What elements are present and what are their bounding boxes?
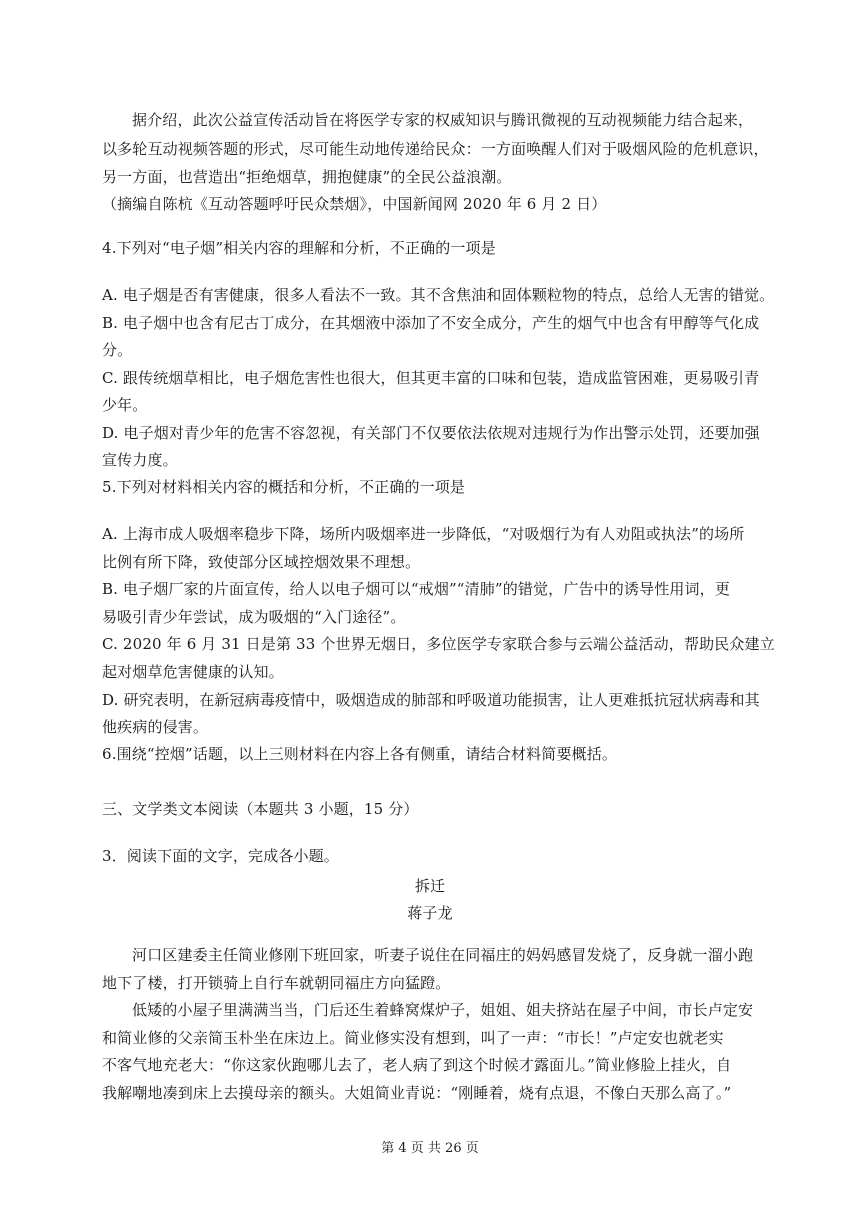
story-author: 蒋子龙 <box>407 904 453 922</box>
question-4-option-d-cont: 宣传力度。 <box>102 451 178 469</box>
story-paragraph-line: 不客气地充老大：“你这家伙跑哪儿去了，老人病了到这个时候才露面儿。”简业修脸上挂火，自 <box>102 1056 732 1074</box>
question-5-option-c-cont: 起对烟草危害健康的认知。 <box>102 663 284 681</box>
question-4-option-b: B. 电子烟中也含有尼古丁成分，在其烟液中添加了不安全成分，产生的烟气中也含有甲醇等气化成 <box>102 314 760 332</box>
page-number-footer: 第 4 页 共 26 页 <box>381 1141 479 1156</box>
question-6-stem: 6.围绕“控烟”话题，以上三则材料在内容上各有侧重，请结合材料简要概括。 <box>102 745 618 763</box>
question-4-option-d: D. 电子烟对青少年的危害不容忽视，有关部门不仅要依法依规对违规行为作出警示处罚，还要加强 <box>102 424 760 442</box>
question-5-option-a: A. 上海市成人吸烟率稳步下降，场所内吸烟率进一步降低，“对吸烟行为有人劝阻或执法”的场所 <box>102 525 745 543</box>
question-5-option-d-cont: 他疾病的侵害。 <box>102 718 209 736</box>
material-intro-line: 另一方面，也营造出“拒绝烟草，拥抱健康”的全民公益浪潮。 <box>102 168 512 186</box>
story-paragraph-line: 地下了楼，打开锁骑上自行车就朝同福庄方向猛蹬。 <box>102 974 451 992</box>
question-4-option-b-cont: 分。 <box>102 341 133 359</box>
question-5-stem: 5.下列对材料相关内容的概括和分析，不正确的一项是 <box>102 478 466 496</box>
material-intro-line: 据介绍，此次公益宣传活动旨在将医学专家的权威知识与腾讯微视的互动视频能力结合起来， <box>132 111 754 129</box>
story-paragraph-line: 我解嘲地凑到床上去摸母亲的额头。大姐简业青说：“刚睡着，烧有点退，不像白天那么高了。” <box>102 1084 732 1102</box>
material-intro-line: 以多轮互动视频答题的形式，尽可能生动地传递给民众：一方面唤醒人们对于吸烟风险的危机意识， <box>102 140 769 158</box>
question-4-option-a: A. 电子烟是否有害健康，很多人看法不一致。其不含焦油和固体颗粒物的特点，总给人无害的错觉。 <box>102 286 775 304</box>
question-5-option-d: D. 研究表明，在新冠病毒疫情中，吸烟造成的肺部和呼吸道功能损害，让人更难抵抗冠状病毒和其 <box>102 691 760 709</box>
story-paragraph-line: 河口区建委主任简业修刚下班回家，听妻子说住在同福庄的妈妈感冒发烧了，反身就一溜小跑 <box>132 946 754 964</box>
story-paragraph-line: 和简业修的父亲简玉朴坐在床边上。简业修实没有想到，叫了一声：“市长！”卢定安也就老实 <box>102 1029 724 1047</box>
question-4-option-c-cont: 少年。 <box>102 396 148 414</box>
question-4-option-c: C. 跟传统烟草相比，电子烟危害性也很大，但其更丰富的口味和包装，造成监管困难，更易吸引青 <box>102 369 760 387</box>
section-3-heading: 三、文学类文本阅读（本题共 3 小题，15 分） <box>102 800 419 818</box>
question-5-option-b: B. 电子烟厂家的片面宣传，给人以电子烟可以“戒烟”“清肺”的错觉，广告中的诱导性用词，更 <box>102 580 730 598</box>
story-paragraph-line: 低矮的小屋子里满满当当，门后还生着蜂窝煤炉子，姐姐、姐夫挤站在屋子中间，市长卢定安 <box>132 1001 754 1019</box>
question-5-option-a-cont: 比例有所下降，致使部分区域控烟效果不理想。 <box>102 553 421 571</box>
story-title: 拆迁 <box>414 877 446 895</box>
question-5-option-b-cont: 易吸引青少年尝试，成为吸烟的“入门途径”。 <box>102 608 406 626</box>
question-3-stem: 3．阅读下面的文字，完成各小题。 <box>102 847 339 865</box>
question-5-option-c: C. 2020 年 6 月 31 日是第 33 个世界无烟日，多位医学专家联合参与云端公益活动，帮助民众建立 <box>102 635 775 653</box>
material-source-citation: （摘编自陈杭《互动答题呼吁民众禁烟》，中国新闻网 2020 年 6 月 2 日） <box>102 195 607 213</box>
question-4-stem: 4.下列对“电子烟”相关内容的理解和分析，不正确的一项是 <box>102 239 496 257</box>
